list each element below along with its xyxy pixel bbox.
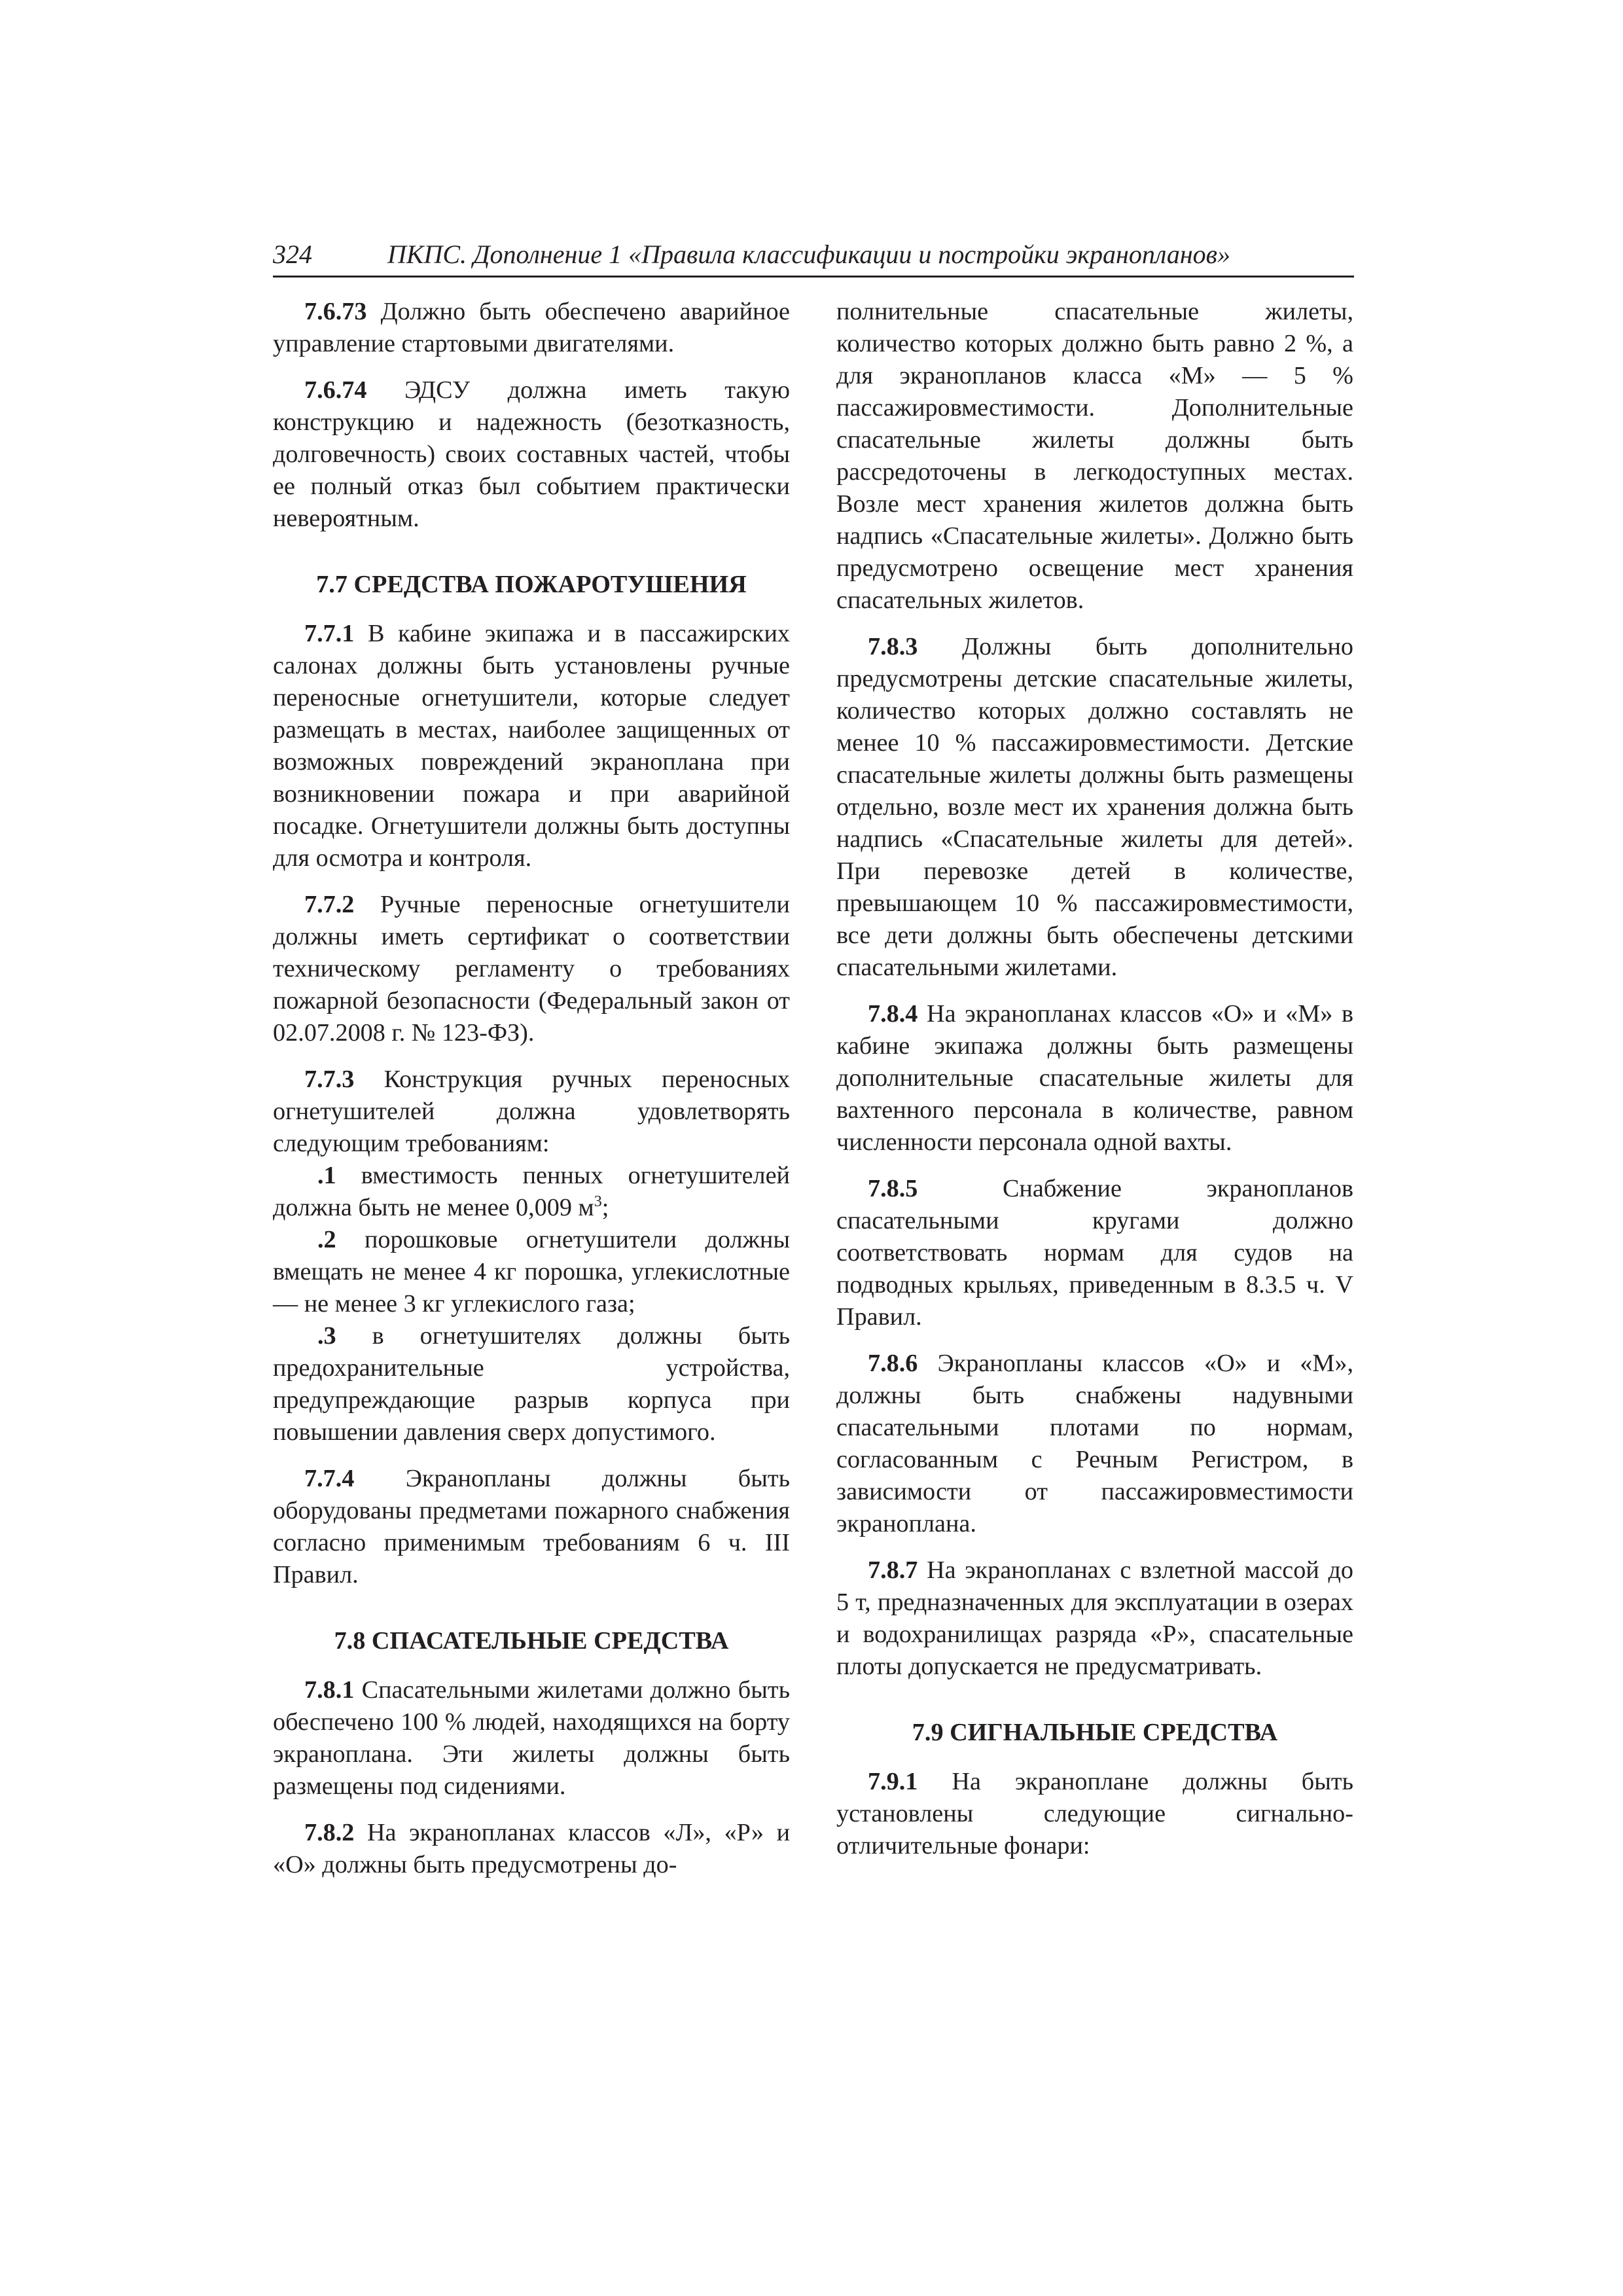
- section-heading-7-8: 7.8 СПАСАТЕЛЬНЫЕ СРЕДСТВА: [334, 1627, 729, 1655]
- paragraph-7-8-1: [273, 1674, 790, 1803]
- list-item-2: [273, 1224, 790, 1320]
- clause-number: 7.8.7: [868, 1556, 918, 1584]
- item-number: .3: [317, 1322, 336, 1350]
- paragraph-7-8-2-continued: полнительные спасательные жилеты, количество которых должно быть равно 2 %, а для экранопланов класса «М» — 5 % пассажировместимости. Дополнительные спасательные жилеты должны быть рассредоточены в легкодоступных местах. Возле мест хранения жилетов должна быть надпись «Спасательные жилеты». Должно быть предусмотрено освещение мест хранения спасательных жилетов.: [836, 298, 1353, 614]
- paragraph-7-8-4: [836, 998, 1353, 1158]
- paragraph-7-7-4: [273, 1463, 790, 1591]
- clause-text: Экранопланы должны быть оборудованы предметами пожарного снабжения согласно применимым требованиям 6 ч. III Правил.: [273, 1465, 791, 1588]
- paragraph-7-6-74: [273, 374, 790, 535]
- clause-text: Должны быть дополнительно предусмотрены детские спасательные жилеты, количество которых должно составлять не менее 10 % пассажировместимости. Детские спасательные жилеты должны быть размещены отдельно, возле мест их хранения должна быть надпись «Спасательные жилеты для детей». При перевозке детей в количестве, превышающем 10 % пассажировместимости, все дети должны быть обеспечены детскими спасательными жилетами.: [836, 633, 1354, 981]
- paragraph-7-7-1: [273, 618, 790, 874]
- superscript: 3: [594, 1193, 602, 1210]
- clause-text: Спасательными жилетами должно быть обеспечено 100 % людей, находящихся на борту экраноплана. Эти жилеты должны быть размещены под сидениями.: [273, 1676, 790, 1800]
- clause-number: 7.8.5: [868, 1175, 918, 1202]
- paragraph-7-8-3: [836, 631, 1353, 984]
- list-item-3: [273, 1320, 790, 1448]
- clause-text: На экранопланах с взлетной массой до 5 т, предназначенных для эксплуатации в озерах и водохранилищах разряда «Р», спасательные плоты допускается не предусматривать.: [836, 1556, 1353, 1680]
- clause-number: 7.6.73: [304, 298, 367, 325]
- clause-number: 7.8.2: [304, 1819, 355, 1846]
- item-number: .2: [317, 1226, 336, 1253]
- item-number: .1: [317, 1162, 336, 1189]
- clause-number: 7.9.1: [868, 1768, 918, 1795]
- item-text: вместимость пенных огнетушителей должна быть не менее 0,009 м: [273, 1162, 790, 1221]
- paragraph-7-6-73: [273, 296, 790, 360]
- clause-text: ЭДСУ должна иметь такую конструкцию и надежность (безотказность, долговечность) своих составных частей, чтобы ее полный отказ был событием практически невероятным.: [273, 376, 791, 532]
- clause-number: 7.8.1: [304, 1676, 355, 1704]
- clause-number: 7.6.74: [304, 376, 367, 404]
- section-heading-7-7: 7.7 СРЕДСТВА ПОЖАРОТУШЕНИЯ: [316, 571, 747, 598]
- section-heading-7-9: 7.9 СИГНАЛЬНЫЕ СРЕДСТВА: [912, 1719, 1278, 1746]
- clause-text: Должно быть обеспечено аварийное управление стартовыми двигателями.: [273, 298, 790, 357]
- list-item-1: [273, 1160, 790, 1224]
- clause-text: На экранопланах классов «Л», «Р» и «О» должны быть предусмотрены до-: [273, 1819, 790, 1878]
- clause-text: На экранопланах классов «О» и «М» в кабине экипажа должны быть размещены дополнительные спасательные жилеты для вахтенного персонала в количестве, равном численности персонала одной вахты.: [836, 1000, 1353, 1156]
- page-number: 324: [273, 240, 312, 269]
- paragraph-7-7-3: [273, 1064, 790, 1160]
- paragraph-7-8-7: [836, 1554, 1353, 1683]
- paragraph-7-9-1: [836, 1766, 1353, 1862]
- item-text: в огнетушителях должны быть предохранительные устройства, предупреждающие разрыв корпуса при повышении давления сверх допустимого.: [273, 1322, 791, 1446]
- clause-text: Ручные переносные огнетушители должны иметь сертификат о соответствии техническому регламенту о требованиях пожарной безопасности (Федеральный закон от 02.07.2008 г. № 123-ФЗ).: [273, 891, 790, 1047]
- clause-number: 7.7.1: [304, 620, 355, 647]
- item-tail: ;: [601, 1194, 609, 1221]
- clause-number: 7.8.4: [868, 1000, 918, 1028]
- clause-number: 7.7.4: [304, 1465, 355, 1492]
- clause-text: Конструкция ручных переносных огнетушителей должна удовлетворять следующим требованиям:: [273, 1066, 790, 1157]
- clause-number: 7.8.6: [868, 1350, 918, 1377]
- clause-text: Экранопланы классов «О» и «М», должны быть снабжены надувными спасательными плотами по нормам, согласованным с Речным Регистром, в зависимости от пассажировместимости экраноплана.: [836, 1350, 1353, 1537]
- paragraph-7-8-5: [836, 1173, 1353, 1333]
- item-text: порошковые огнетушители должны вмещать не менее 4 кг порошка, углекислотные — не менее 3 кг углекислого газа;: [273, 1226, 790, 1318]
- paragraph-7-8-6: [836, 1348, 1353, 1540]
- paragraph-7-8-2: [273, 1817, 790, 1881]
- clause-text: На экраноплане должны быть установлены следующие сигнально-отличительные фонари:: [836, 1768, 1353, 1859]
- clause-text: Снабжение экранопланов спасательными кругами должно соответствовать нормам для судов на подводных крыльях, приведенным в 8.3.5 ч. V Правил.: [836, 1175, 1353, 1331]
- running-title: ПКПС. Дополнение 1 «Правила классификации и постройки экранопланов»: [387, 240, 1231, 269]
- clause-text: В кабине экипажа и в пассажирских салонах должны быть установлены ручные переносные огнетушители, которые следует размещать в местах, наиболее защищенных от возможных повреждений экраноплана при возникновении пожара и при аварийной посадке. Огнетушители должны быть доступны для осмотра и контроля.: [273, 620, 790, 872]
- right-column: [836, 296, 1353, 1876]
- clause-number: 7.8.3: [868, 633, 918, 660]
- clause-number: 7.7.3: [304, 1066, 355, 1093]
- clause-number: 7.7.2: [304, 891, 355, 918]
- running-header: [273, 236, 1354, 278]
- left-column: [273, 296, 790, 1895]
- paragraph-7-7-2: [273, 889, 790, 1049]
